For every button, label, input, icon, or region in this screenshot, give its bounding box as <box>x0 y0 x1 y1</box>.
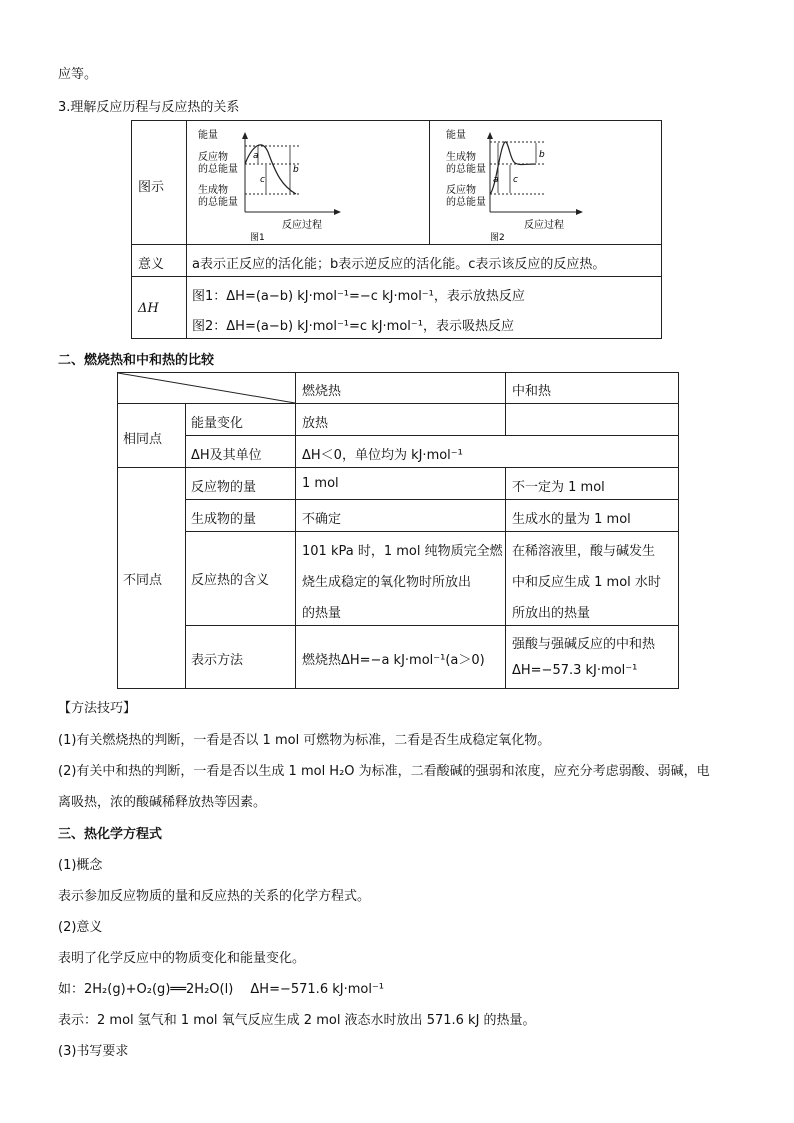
meaning-text-2: 表明了化学反应中的物质变化和能量变化。 <box>58 951 306 966</box>
heat-meaning-neutralization-2: 中和反应生成 1 mol 水时 <box>512 575 661 590</box>
row-label-meaning: 意义 <box>138 257 165 272</box>
tips-title: 【方法技巧】 <box>58 701 137 716</box>
requirements-heading: (3)书写要求 <box>58 1044 129 1059</box>
figure-2-endothermic <box>432 124 660 242</box>
row-energy-change: 能量变化 <box>191 416 244 431</box>
fig2-upper-label-2: 的总能量 <box>446 164 486 175</box>
row-product-amount: 生成物的量 <box>191 512 257 527</box>
fig1-xlabel: 反应过程 <box>282 220 322 231</box>
section-title-reaction-heat: 3.理解反应历程与反应热的关系 <box>58 100 240 115</box>
section-title-thermochemical: 三、热化学方程式 <box>58 827 163 842</box>
meaning-text: a表示正反应的活化能；b表示逆反应的活化能。c表示该反应的反应热。 <box>192 257 606 272</box>
concept-text: 表示参加反应物质的量和反应热的关系的化学方程式。 <box>58 889 371 904</box>
figure-1-exothermic <box>190 124 428 242</box>
reactant-amount-combustion: 1 mol <box>302 476 339 491</box>
heat-meaning-combustion-3: 的热量 <box>302 606 342 621</box>
fig2-caption: 图2 <box>490 233 505 242</box>
meaning-heading: (2)意义 <box>58 920 103 935</box>
tip-2-line-1: (2)有关中和热的判断，一看是否以生成 1 mol H₂O 为标准，二看酸碱的强弱和浓度，应充分考虑弱酸、弱碱，电 <box>58 764 710 779</box>
row-energy-change-value: 放热 <box>302 416 329 431</box>
fig2-ylabel: 能量 <box>446 130 466 141</box>
expression-combustion: 燃烧热ΔH=−a kJ·mol⁻¹(a＞0) <box>302 653 485 668</box>
product-amount-combustion: 不确定 <box>302 512 342 527</box>
fig1-lower-label-1: 生成物 <box>198 185 228 196</box>
header-diagonal <box>118 373 296 404</box>
delta-h-fig2: 图2：ΔH=(a−b) kJ·mol⁻¹=c kJ·mol⁻¹，表示吸热反应 <box>192 319 514 334</box>
fig1-b: b <box>293 165 299 175</box>
fig1-c: c <box>260 175 265 185</box>
fig2-b: b <box>539 150 545 160</box>
concept-heading: (1)概念 <box>58 858 103 873</box>
col-header-combustion-heat: 燃烧热 <box>302 384 342 399</box>
row-heat-meaning: 反应热的含义 <box>191 573 270 588</box>
fig1-ylabel: 能量 <box>198 130 218 141</box>
fig1-caption: 图1 <box>250 233 265 242</box>
fig1-upper-label-1: 反应物 <box>198 152 228 163</box>
row-delta-h-unit-value: ΔH＜0，单位均为 kJ·mol⁻¹ <box>302 448 463 463</box>
fig2-c: c <box>513 175 518 185</box>
section-title-comparison: 二、燃烧热和中和热的比较 <box>58 353 215 368</box>
fig2-a: a <box>493 175 499 185</box>
row-reactant-amount: 反应物的量 <box>191 480 257 495</box>
row-label-delta-h: ΔH <box>138 301 159 316</box>
row-delta-h-unit: ΔH及其单位 <box>191 448 262 463</box>
heat-meaning-neutralization-3: 所放出的热量 <box>512 606 591 621</box>
expression-neutralization-1: 强酸与强碱反应的中和热 <box>512 637 656 652</box>
tip-1: (1)有关燃烧热的判断，一看是否以 1 mol 可燃物为标准，二看是否生成稳定氧化物。 <box>58 733 551 748</box>
expression-neutralization-2: ΔH=−57.3 kJ·mol⁻¹ <box>512 663 638 678</box>
col-header-neutralization-heat: 中和热 <box>512 384 552 399</box>
reaction-process-table <box>131 120 662 339</box>
fig1-lower-label-2: 的总能量 <box>198 197 238 208</box>
fig1-a: a <box>253 151 259 161</box>
example-meaning: 表示：2 mol 氢气和 1 mol 氧气反应生成 2 mol 液态水时放出 571.6 kJ 的热量。 <box>58 1013 536 1028</box>
group-label-different: 不同点 <box>123 573 163 588</box>
heat-meaning-combustion-2: 烧生成稳定的氧化物时所放出 <box>302 575 472 590</box>
fig2-lower-label-1: 反应物 <box>446 185 476 196</box>
intro-tail: 应等。 <box>58 67 98 82</box>
product-amount-neutralization: 生成水的量为 1 mol <box>512 512 631 527</box>
group-label-same: 相同点 <box>123 432 163 447</box>
heat-meaning-combustion-1: 101 kPa 时，1 mol 纯物质完全燃 <box>302 544 503 559</box>
fig2-xlabel: 反应过程 <box>524 220 564 231</box>
reactant-amount-neutralization: 不一定为 1 mol <box>512 480 605 495</box>
fig2-upper-label-1: 生成物 <box>446 152 476 163</box>
fig1-upper-label-2: 的总能量 <box>198 164 238 175</box>
comparison-table <box>117 372 679 689</box>
row-expression: 表示方法 <box>191 653 244 668</box>
delta-h-fig1: 图1：ΔH=(a−b) kJ·mol⁻¹=−c kJ·mol⁻¹，表示放热反应 <box>192 289 525 304</box>
fig2-lower-label-2: 的总能量 <box>446 197 486 208</box>
example-equation: 如：2H₂(g)+O₂(g)══2H₂O(l) ΔH=−571.6 kJ·mol⁻¹ <box>58 982 385 997</box>
heat-meaning-neutralization-1: 在稀溶液里，酸与碱发生 <box>512 544 656 559</box>
tip-2-line-2: 离吸热，浓的酸碱稀释放热等因素。 <box>58 795 267 810</box>
row-label-diagram: 图示 <box>138 180 165 195</box>
